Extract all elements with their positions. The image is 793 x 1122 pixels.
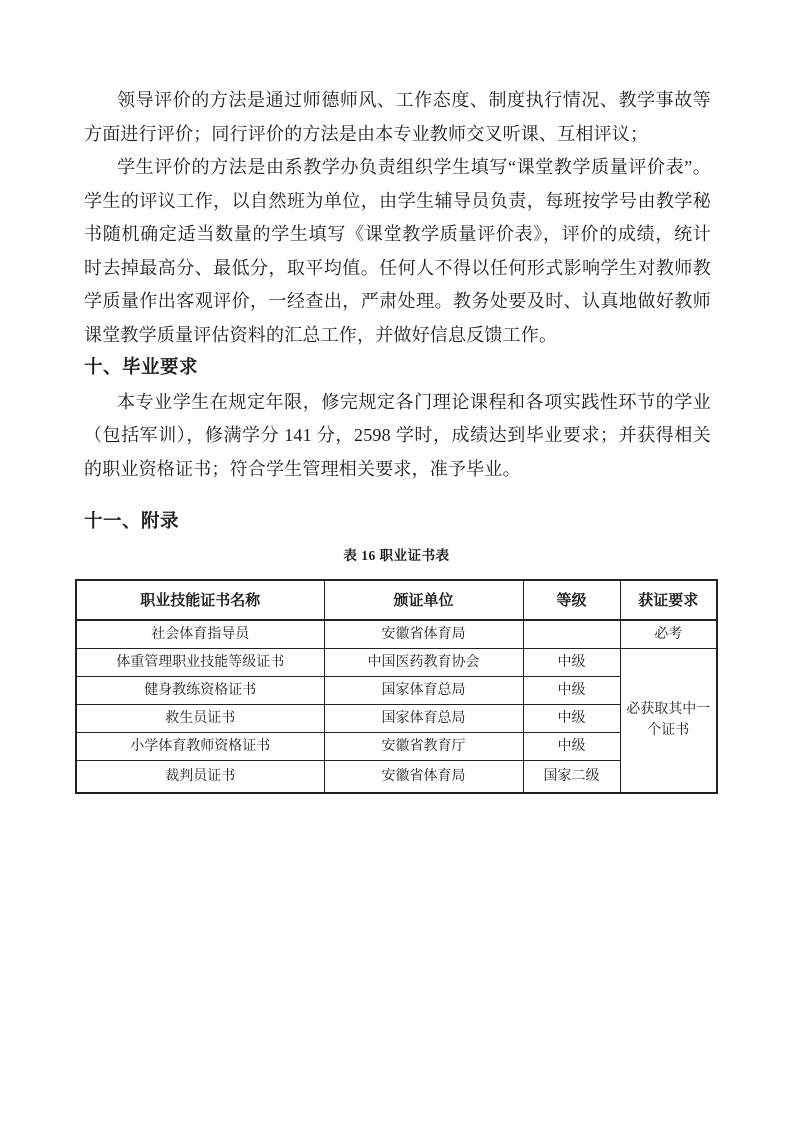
paragraph-line: 方面进行评价；同行评价的方法是由本专业教师交叉听课、互相评议； bbox=[84, 123, 649, 144]
paragraph-line: 本专业学生在规定年限，修完规定各门理论课程和各项实践性环节的学业 bbox=[117, 391, 711, 412]
paragraph-line: 书随机确定适当数量的学生填写《课堂教学质量评价表》，评价的成绩，统计 bbox=[84, 224, 711, 244]
table-cell-name: 救生员证书 bbox=[76, 704, 324, 732]
table-header-cell-name: 职业技能证书名称 bbox=[76, 580, 324, 620]
table-cell-level: 中级 bbox=[523, 704, 620, 732]
table-cell-requirement-merged: 必获取其中一个证书 bbox=[620, 648, 717, 793]
paragraph-line: 的职业资格证书；符合学生管理相关要求，准予毕业。 bbox=[84, 458, 521, 479]
paragraph-line: 课堂教学质量评估资料的汇总工作，并做好信息反馈工作。 bbox=[84, 324, 558, 345]
table-cell-name: 体重管理职业技能等级证书 bbox=[76, 648, 324, 676]
table-cell-issuer: 国家体育总局 bbox=[324, 676, 523, 704]
table-header-row bbox=[76, 580, 717, 620]
table-cell-issuer: 中国医药教育协会 bbox=[324, 648, 523, 676]
table-row bbox=[76, 648, 717, 676]
table-cell-name: 健身教练资格证书 bbox=[76, 676, 324, 704]
paragraph-line: 学生的评议工作，以自然班为单位，由学生辅导员负责，每班按学号由教学秘 bbox=[84, 190, 711, 211]
document-content bbox=[84, 84, 711, 794]
paragraph-line: 领导评价的方法是通过师德师风、工作态度、制度执行情况、教学事故等 bbox=[117, 90, 711, 110]
section-heading-graduation-requirements: 十、毕业要求 bbox=[84, 358, 199, 378]
paragraph-line: （包括军训），修满学分 141 分，2598 学时，成绩达到毕业要求；并获得相关 bbox=[84, 425, 711, 445]
table-cell-requirement: 必考 bbox=[620, 620, 717, 649]
table-cell-issuer: 安徽省体育局 bbox=[324, 760, 523, 793]
table-cell-level: 中级 bbox=[523, 648, 620, 676]
table-caption: 表 16 职业证书表 bbox=[343, 547, 450, 563]
table-cell-level: 中级 bbox=[523, 676, 620, 704]
paragraph-line: 学质量作出客观评价，一经查出，严肃处理。教务处要及时、认真地做好教师 bbox=[84, 291, 711, 311]
certificate-table bbox=[75, 579, 718, 794]
table-row bbox=[76, 620, 717, 649]
section-heading-appendix: 十一、附录 bbox=[84, 512, 180, 532]
table-header-cell-issuer: 颁证单位 bbox=[324, 580, 523, 620]
table-cell-level: 中级 bbox=[523, 732, 620, 760]
table-cell-name: 裁判员证书 bbox=[76, 760, 324, 793]
table-cell-level bbox=[523, 620, 620, 649]
table-cell-name: 社会体育指导员 bbox=[76, 620, 324, 649]
table-header-cell-level: 等级 bbox=[523, 580, 620, 620]
paragraph-line: 学生评价的方法是由系教学办负责组织学生填写“课堂教学质量评价表”。 bbox=[117, 157, 711, 177]
table-cell-issuer: 安徽省教育厅 bbox=[324, 732, 523, 760]
table-cell-issuer: 国家体育总局 bbox=[324, 704, 523, 732]
table-cell-issuer: 安徽省体育局 bbox=[324, 620, 523, 649]
table-header-cell-requirement: 获证要求 bbox=[620, 580, 717, 620]
table-cell-level: 国家二级 bbox=[523, 760, 620, 793]
table-cell-name: 小学体育教师资格证书 bbox=[76, 732, 324, 760]
paragraph-line: 时去掉最高分、最低分，取平均值。任何人不得以任何形式影响学生对教师教 bbox=[84, 257, 711, 278]
